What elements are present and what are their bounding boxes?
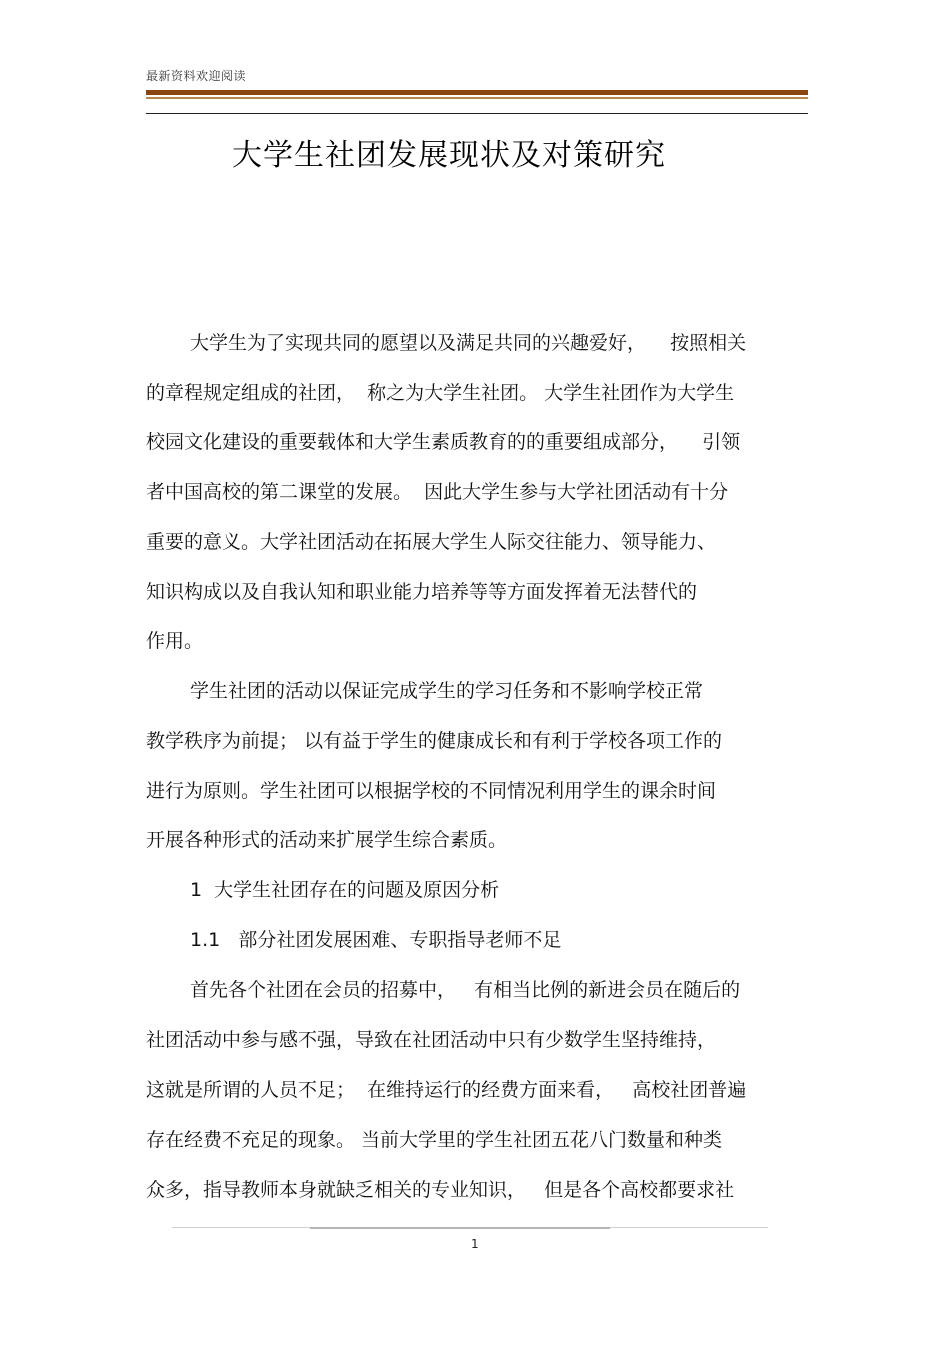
- footer-rule-accent: [310, 1227, 610, 1229]
- body-line: 的章程规定组成的社团， 称之为大学生社团。 大学生社团作为大学生: [146, 382, 735, 404]
- body-line: 大学生为了实现共同的愿望以及满足共同的兴趣爱好， 按照相关: [190, 332, 747, 354]
- body-line: 校园文化建设的重要载体和大学生素质教育的的重要组成部分， 引领: [146, 431, 741, 453]
- body-line: 重要的意义。大学社团活动在拓展大学生人际交往能力、领导能力、: [146, 531, 717, 553]
- body-line: 这就是所谓的人员不足； 在维持运行的经费方面来看， 高校社团普遍: [146, 1079, 747, 1101]
- body-line: 教学秩序为前提； 以有益于学生的健康成长和有利于学校各项工作的: [146, 730, 723, 752]
- body-line: 知识构成以及自我认知和职业能力培养等等方面发挥着无法替代的: [146, 581, 698, 603]
- body-line: 进行为原则。学生社团可以根据学校的不同情况利用学生的课余时间: [146, 780, 717, 802]
- body-line: 首先各个社团在会员的招募中， 有相当比例的新进会员在随后的: [190, 979, 741, 1001]
- body-line: 开展各种形式的活动来扩展学生综合素质。: [146, 829, 508, 851]
- header-rule-brown: [146, 90, 808, 95]
- body-line: 作用。: [146, 630, 204, 652]
- header-rule-brown-thin: [146, 97, 808, 99]
- body-line: 者中国高校的第二课堂的发展。 因此大学生参与大学社团活动有十分: [146, 481, 729, 503]
- subsection-heading: 1.1 部分社团发展困难、专职指导老师不足: [190, 929, 562, 951]
- body-line: 存在经费不充足的现象。 当前大学里的学生社团五花八门数量和种类: [146, 1129, 723, 1151]
- header-rule-black: [146, 113, 808, 114]
- body-line: 众多，指导教师本身就缺乏相关的专业知识， 但是各个高校都要求社: [146, 1179, 735, 1201]
- document-title: 大学生社团发展现状及对策研究: [232, 138, 666, 173]
- body-line: 学生社团的活动以保证完成学生的学习任务和不影响学校正常: [190, 680, 704, 702]
- body-line: 社团活动中参与感不强，导致在社团活动中只有少数学生坚持维持，: [146, 1029, 717, 1051]
- section-heading: 1 大学生社团存在的问题及原因分析: [190, 879, 500, 901]
- page-number: 1: [471, 1237, 479, 1251]
- header-text: 最新资料欢迎阅读: [146, 69, 247, 83]
